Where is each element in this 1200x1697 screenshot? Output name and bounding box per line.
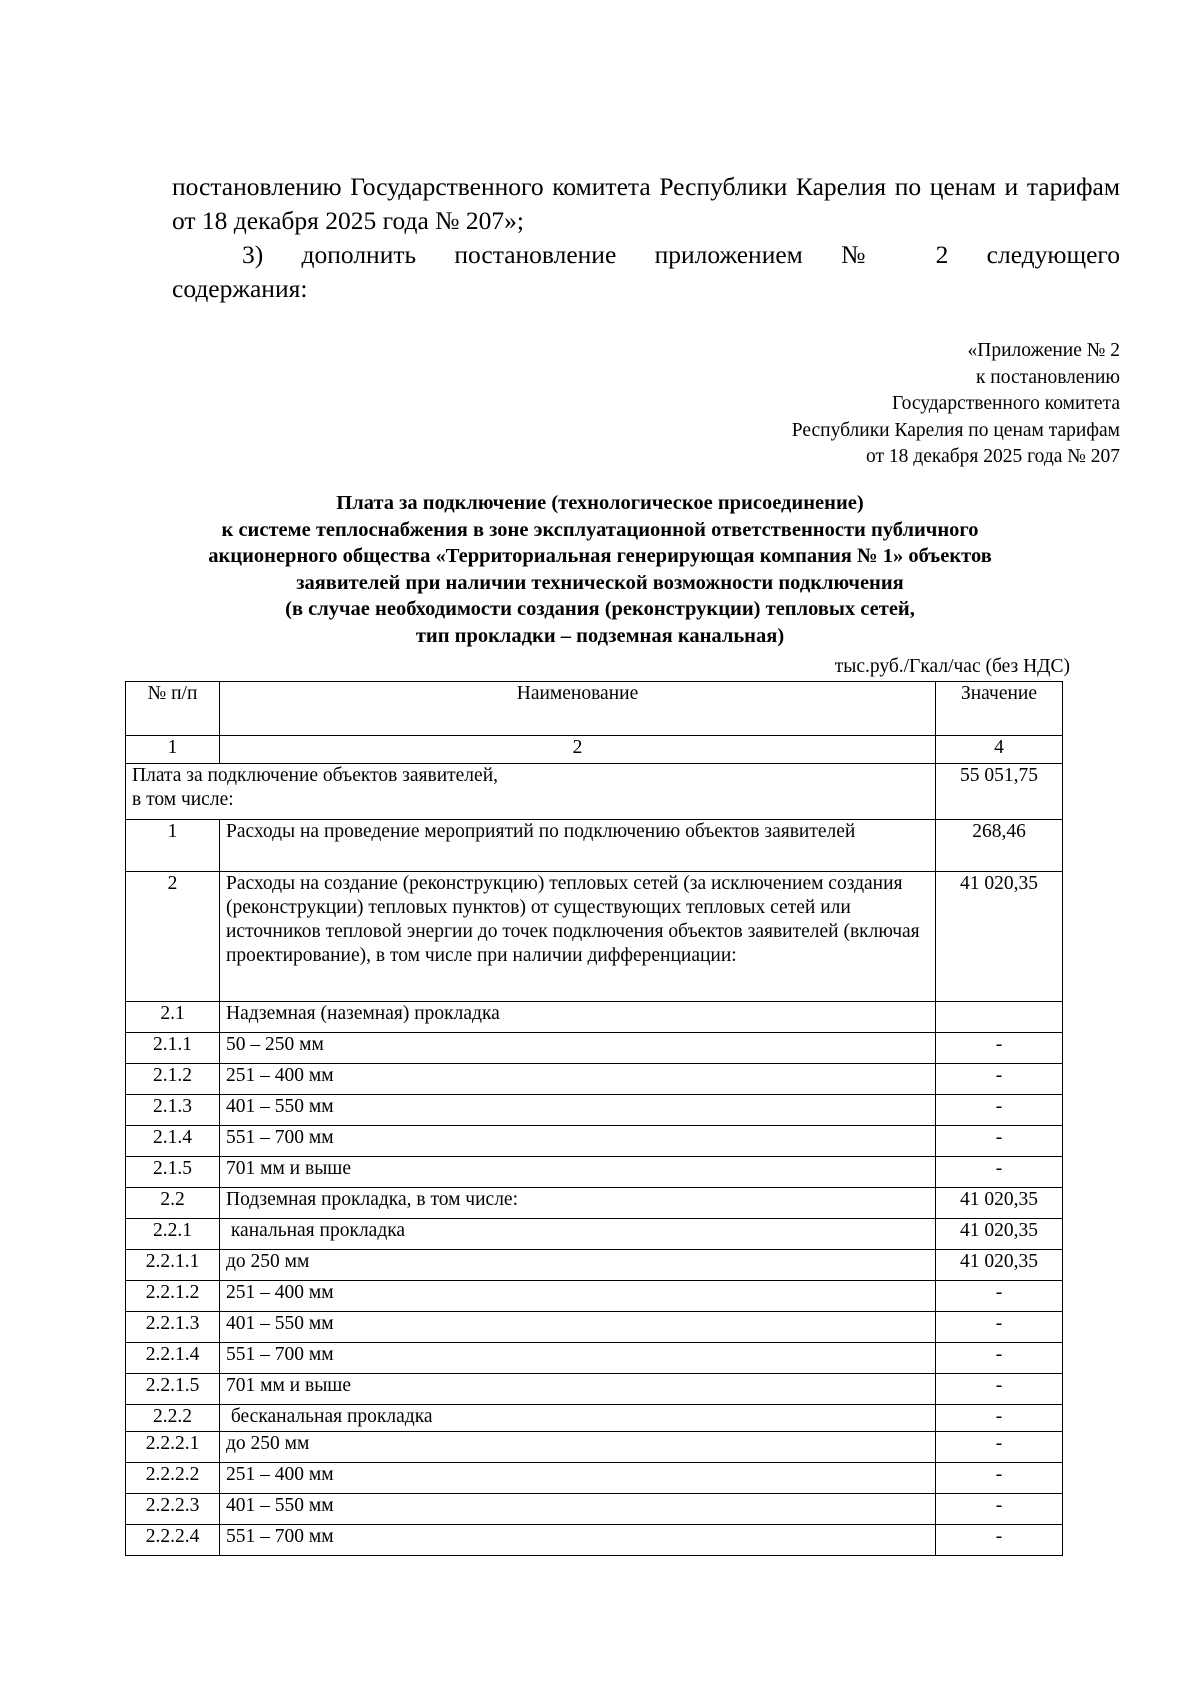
header-name: Наименование <box>220 682 936 736</box>
row-value: - <box>936 1064 1063 1095</box>
appendix-line-1: «Приложение № 2 <box>967 340 1120 361</box>
table-row <box>126 1250 1063 1281</box>
row-name: 401 – 550 мм <box>220 1095 936 1126</box>
row-number: 2.2.1.1 <box>126 1250 220 1281</box>
row-number: 2.1.2 <box>126 1064 220 1095</box>
row-name: 251 – 400 мм <box>220 1281 936 1312</box>
intro-paragraph-2: 3) дополнить постановление приложением № 2 следующего <box>242 240 1120 269</box>
table-row <box>126 872 1063 1002</box>
row-number: 2.2.2.3 <box>126 1494 220 1525</box>
table-row <box>126 1095 1063 1126</box>
table-row <box>126 1002 1063 1033</box>
table-row <box>126 1312 1063 1343</box>
table-header-row <box>126 682 1063 736</box>
table-total-row <box>126 764 1063 820</box>
title-line-4: заявителей при наличии технической возможности подключения <box>296 571 904 594</box>
tariff-table <box>125 681 1063 1556</box>
row-number: 2.2.2 <box>126 1405 220 1432</box>
intro-paragraph-1: постановлению Государственного комитета Республики Карелия по ценам и тарифам от 18 декабря 2025 года № 207»; <box>172 172 1120 235</box>
row-number: 2.2.2.4 <box>126 1525 220 1556</box>
table-row <box>126 1281 1063 1312</box>
table-row <box>126 1494 1063 1525</box>
appendix-line-3: Государственного комитета <box>892 393 1120 414</box>
header-value: Значение <box>936 682 1063 736</box>
title-line-1: Плата за подключение (технологическое присоединение) <box>336 492 864 514</box>
row-value: - <box>936 1374 1063 1405</box>
row-name: канальная прокладка <box>220 1219 936 1250</box>
row-name: 551 – 700 мм <box>220 1343 936 1374</box>
row-name: Надземная (наземная) прокладка <box>220 1002 936 1033</box>
intro-paragraph-2-end: содержания: <box>172 274 308 303</box>
row-name: 551 – 700 мм <box>220 1126 936 1157</box>
table-row <box>126 1463 1063 1494</box>
row-number: 2.2.1 <box>126 1219 220 1250</box>
row-number: 2.2.2.1 <box>126 1432 220 1463</box>
row-value: 41 020,35 <box>936 872 1063 1002</box>
row-name: 50 – 250 мм <box>220 1033 936 1064</box>
title-line-6: тип прокладки – подземная канальная) <box>415 624 785 647</box>
row-value: - <box>936 1343 1063 1374</box>
total-value: 55 051,75 <box>936 764 1063 820</box>
title-line-3: акционерного общества «Территориальная генерирующая компания № 1» объектов <box>208 545 992 568</box>
row-name: 401 – 550 мм <box>220 1312 936 1343</box>
row-name: Подземная прокладка, в том числе: <box>220 1188 936 1219</box>
table-row <box>126 1219 1063 1250</box>
row-value: - <box>936 1095 1063 1126</box>
table-row <box>126 1405 1063 1432</box>
row-value: 268,46 <box>936 820 1063 872</box>
units-label: тыс.руб./Гкал/час (без НДС) <box>834 656 1070 677</box>
row-value: - <box>936 1281 1063 1312</box>
row-value <box>936 1002 1063 1033</box>
table-row <box>126 1525 1063 1556</box>
row-value: - <box>936 1463 1063 1494</box>
row-value: 41 020,35 <box>936 1250 1063 1281</box>
table-row <box>126 1374 1063 1405</box>
appendix-line-5: от 18 декабря 2025 года № 207 <box>866 446 1120 467</box>
row-number: 2.2.1.2 <box>126 1281 220 1312</box>
row-value: - <box>936 1312 1063 1343</box>
row-name: Расходы на проведение мероприятий по подключению объектов заявителей <box>220 820 936 872</box>
row-number: 2.2.1.3 <box>126 1312 220 1343</box>
row-number: 2.2.2.2 <box>126 1463 220 1494</box>
row-number: 2.2.1.4 <box>126 1343 220 1374</box>
total-name: Плата за подключение объектов заявителей, в том числе: <box>126 764 936 820</box>
row-number: 2.1 <box>126 1002 220 1033</box>
table-row <box>126 1064 1063 1095</box>
header-num: № п/п <box>126 682 220 736</box>
colnum-1: 1 <box>126 736 220 764</box>
row-number: 2.1.3 <box>126 1095 220 1126</box>
table-row <box>126 1126 1063 1157</box>
table-row <box>126 1157 1063 1188</box>
table-row <box>126 1033 1063 1064</box>
table-row <box>126 1188 1063 1219</box>
row-name: до 250 мм <box>220 1250 936 1281</box>
colnum-3: 4 <box>936 736 1063 764</box>
row-number: 2.2 <box>126 1188 220 1219</box>
title-line-5: (в случае необходимости создания (реконструкции) тепловых сетей, <box>285 598 915 621</box>
row-name: 701 мм и выше <box>220 1157 936 1188</box>
row-value: - <box>936 1126 1063 1157</box>
row-name: 701 мм и выше <box>220 1374 936 1405</box>
document-title <box>130 490 1070 650</box>
row-value: - <box>936 1033 1063 1064</box>
row-number: 2.1.1 <box>126 1033 220 1064</box>
row-value: 41 020,35 <box>936 1219 1063 1250</box>
row-value: - <box>936 1525 1063 1556</box>
appendix-line-4: Республики Карелия по ценам тарифам <box>791 419 1120 441</box>
row-number: 2.2.1.5 <box>126 1374 220 1405</box>
row-number: 1 <box>126 820 220 872</box>
row-value: - <box>936 1405 1063 1432</box>
row-number: 2.1.5 <box>126 1157 220 1188</box>
row-value: - <box>936 1494 1063 1525</box>
row-name: 251 – 400 мм <box>220 1064 936 1095</box>
row-number: 2.1.4 <box>126 1126 220 1157</box>
appendix-line-2: к постановлению <box>975 366 1120 388</box>
row-number: 2 <box>126 872 220 1002</box>
row-value: - <box>936 1432 1063 1463</box>
table-row <box>126 1432 1063 1463</box>
table-colnum-row <box>126 736 1063 764</box>
colnum-2: 2 <box>220 736 936 764</box>
row-name: 401 – 550 мм <box>220 1494 936 1525</box>
row-name: Расходы на создание (реконструкцию) тепловых сетей (за исключением создания (реконструкции) тепловых пунктов) от существующих тепловых сетей или источников тепловой энергии до точек подключения объектов заявителей (включая проектирование), в том числе при наличии дифференциации: <box>220 872 936 1002</box>
table-row <box>126 1343 1063 1374</box>
row-value: 41 020,35 <box>936 1188 1063 1219</box>
table-row <box>126 820 1063 872</box>
row-value: - <box>936 1157 1063 1188</box>
row-name: бесканальная прокладка <box>220 1405 936 1432</box>
appendix-reference <box>620 338 1120 471</box>
row-name: 551 – 700 мм <box>220 1525 936 1556</box>
row-name: до 250 мм <box>220 1432 936 1463</box>
intro-text <box>172 170 1120 306</box>
row-name: 251 – 400 мм <box>220 1463 936 1494</box>
title-line-2: к системе теплоснабжения в зоне эксплуатационной ответственности публичного <box>221 518 979 541</box>
